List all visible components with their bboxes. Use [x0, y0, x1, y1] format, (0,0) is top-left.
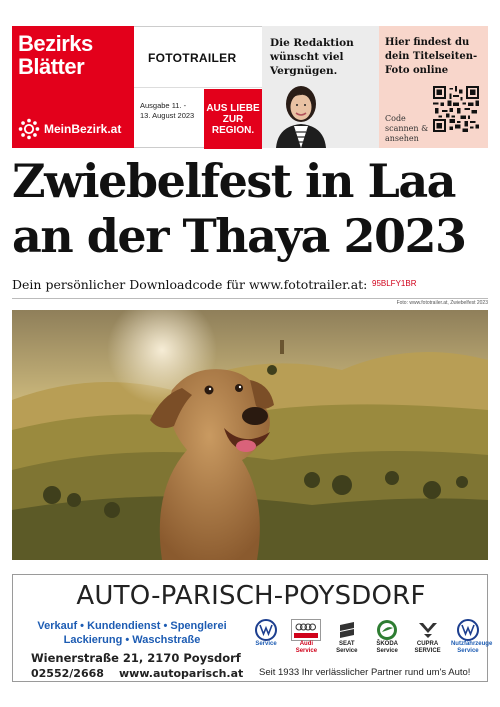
- advertisement[interactable]: [12, 574, 493, 682]
- brand-label: Service: [255, 641, 277, 647]
- ad-services-line1: Verkauf • Kundendienst • Spenglerei: [37, 620, 227, 632]
- logo-footer-text: MeinBezirk.at: [44, 122, 122, 136]
- skoda-arrow-icon: [376, 619, 398, 641]
- seat-service-logo: [330, 619, 364, 655]
- page-headline: [12, 154, 488, 264]
- ad-title: AUTO-PARISCH-POYSDORF: [76, 581, 426, 611]
- brand-label: Audi Service: [295, 641, 318, 654]
- qr-title: Hier findest du dein Titelseiten-Foto online: [385, 37, 478, 76]
- ad-phone: 02552/2668: [31, 667, 104, 680]
- vw-commercial-service-logo: [450, 619, 493, 655]
- sun-icon: [18, 118, 40, 140]
- ad-website-link[interactable]: www.autoparisch.at: [119, 667, 244, 680]
- ad-slogan: Seit 1933 Ihr verlässlicher Partner rund um's Auto!: [259, 667, 471, 678]
- logo-line2: Blätter: [18, 54, 85, 79]
- download-label: Dein persönlicher Downloadcode für www.fototrailer.at:: [12, 277, 368, 292]
- editorial-greeting: Die Redaktion wünscht viel Vergnügen.: [270, 37, 354, 77]
- brand-label: Nutzfahrzeuge Service: [450, 641, 493, 654]
- skoda-service-logo: [370, 619, 404, 655]
- brand-label: ŠKODA Service: [376, 641, 398, 654]
- ad-address: Wienerstraße 21, 2170 Poysdorf: [31, 651, 241, 665]
- ad-services-line2: Lackierung • Waschstraße: [63, 634, 201, 646]
- download-row: [12, 277, 488, 293]
- cupra-emblem-icon: [417, 619, 439, 641]
- region-slogan-badge: AUS LIEBE ZUR REGION.: [204, 89, 262, 149]
- bezirksblaetter-logo[interactable]: [12, 26, 134, 148]
- vw-icon: [255, 619, 277, 641]
- cupra-service-logo: [411, 619, 445, 655]
- headline-line2: an der Thaya 2023: [12, 209, 466, 263]
- photo-credit: Foto: www.fototrailer.at, Zwiebelfest 2023: [396, 300, 488, 306]
- qr-caption: Code scannen & ansehen: [385, 114, 429, 143]
- vw-service-logo: [249, 619, 283, 648]
- brand-label: SEAT Service: [336, 641, 358, 654]
- header-strip: [12, 26, 488, 148]
- audi-rings-icon: [291, 619, 321, 641]
- cover-photo[interactable]: [12, 310, 488, 560]
- editorial-box: [262, 26, 379, 148]
- logo-title: [18, 32, 93, 78]
- qr-box: [379, 26, 488, 148]
- ad-services: [17, 619, 247, 647]
- seat-s-icon: [336, 619, 358, 641]
- brand-logos: [249, 619, 493, 659]
- logo-line1: Bezirks: [18, 31, 93, 56]
- download-code[interactable]: 95BLFY1BR: [372, 279, 417, 288]
- dog-photo-image: [12, 310, 488, 560]
- vw-commercial-icon: [457, 619, 479, 641]
- product-label: FOTOTRAILER: [148, 51, 237, 65]
- audi-service-logo: [289, 619, 323, 655]
- qr-code-icon[interactable]: [433, 86, 479, 132]
- headline-line1: Zwiebelfest in Laa: [12, 154, 455, 208]
- logo-footer: [18, 118, 121, 140]
- divider: [134, 87, 262, 88]
- edition-box: [134, 26, 262, 148]
- brand-label: CUPRA SERVICE: [414, 641, 441, 654]
- edition-date: Ausgabe 11. - 13. August 2023: [140, 101, 195, 120]
- editor-portrait: [270, 82, 332, 148]
- divider-line: [12, 298, 488, 299]
